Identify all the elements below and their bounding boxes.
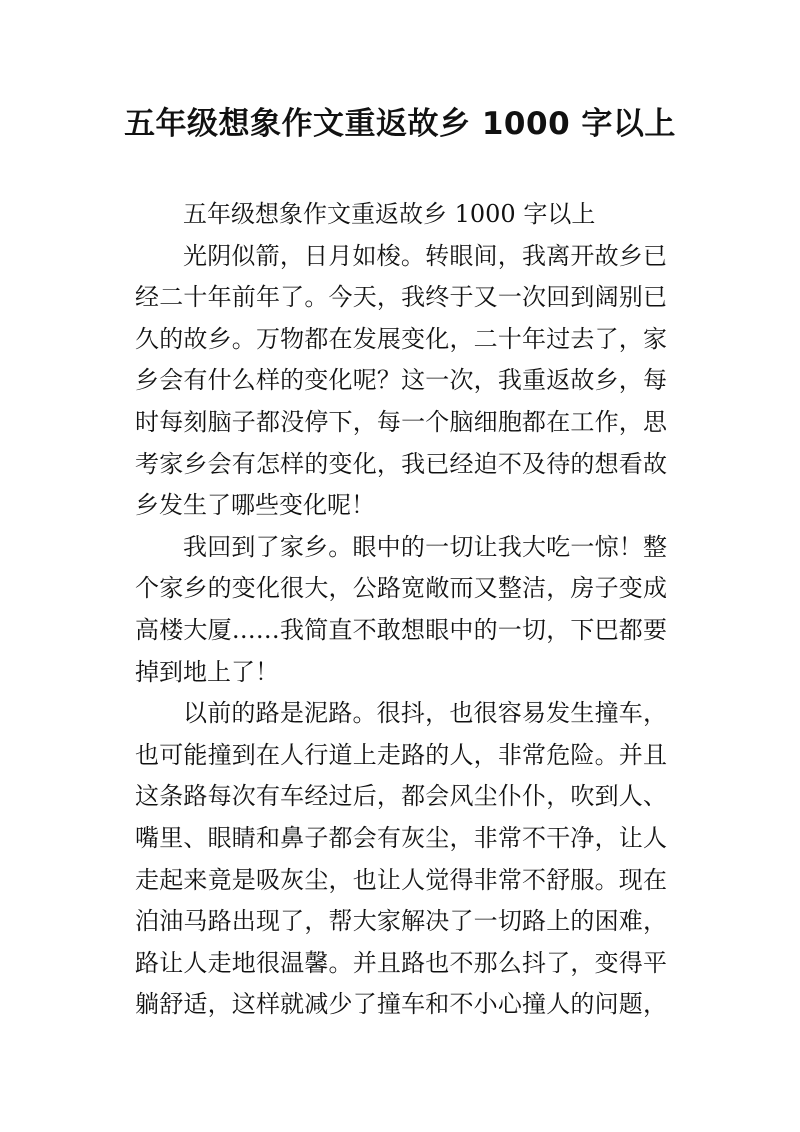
document-title: 五年级想象作文重返故乡 1000 字以上 [124,106,676,142]
text-line: 个家乡的变化很大，公路宽敞而又整洁，房子变成 [135,574,667,603]
text-line: 光阴似箭，日月如梭。转眼间，我离开故乡已 [183,241,667,270]
text-line: 走起来竟是吸灰尘，也让人觉得非常不舒服。现在 [135,865,667,894]
text-line: 时每刻脑子都没停下，每一个脑细胞都在工作，思 [135,407,667,436]
text-line: 经二十年前年了。今天，我终于又一次回到阔别已 [135,283,667,312]
text-line: 这条路每次有车经过后，都会风尘仆仆，吹到人、 [135,782,667,811]
text-line: 久的故乡。万物都在发展变化，二十年过去了，家 [135,324,667,353]
text-line: 泊油马路出现了，帮大家解决了一切路上的困难， [135,907,667,936]
text-line: 考家乡会有怎样的变化，我已经迫不及待的想看故 [135,449,667,478]
text-line: 以前的路是泥路。很抖，也很容易发生撞车， [183,699,667,728]
text-line: 五年级想象作文重返故乡 1000 字以上 [183,200,596,228]
text-line: 掉到地上了！ [135,657,279,686]
text-line: 我回到了家乡。眼中的一切让我大吃一惊！整 [183,532,667,561]
text-line: 嘴里、眼睛和鼻子都会有灰尘，非常不干净，让人 [135,823,667,852]
text-line: 乡发生了哪些变化呢！ [135,491,375,520]
text-line: 也可能撞到在人行道上走路的人，非常危险。并且 [135,740,667,769]
text-line: 路让人走地很温馨。并且路也不那么抖了，变得平 [135,948,667,977]
document-body [135,194,667,1026]
text-line: 高楼大厦……我简直不敢想眼中的一切，下巴都要 [135,615,667,644]
text-line: 乡会有什么样的变化呢？这一次，我重返故乡，每 [135,366,667,395]
text-line: 躺舒适，这样就减少了撞车和不小心撞人的问题， [135,990,667,1019]
